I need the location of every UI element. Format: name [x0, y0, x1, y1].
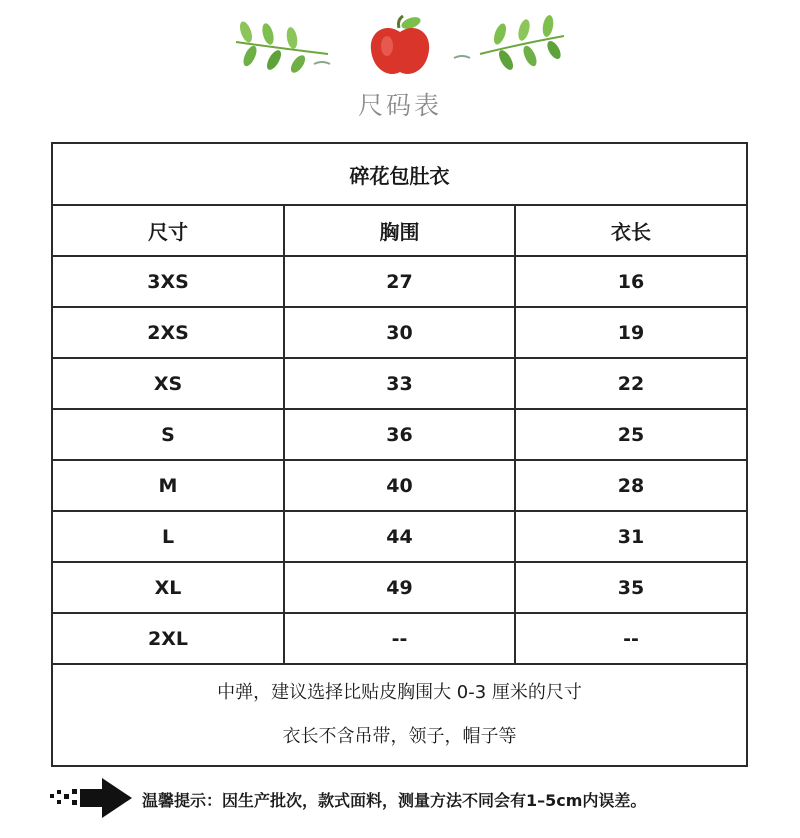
table-row — [52, 256, 747, 307]
table-row — [52, 460, 747, 511]
arrow-right-icon — [48, 776, 134, 820]
length-cell: 35 — [515, 562, 747, 613]
table-title: 碎花包肚衣 — [52, 143, 747, 205]
footer-tip — [0, 774, 800, 820]
length-cell: 16 — [515, 256, 747, 307]
length-cell: 19 — [515, 307, 747, 358]
size-cell: S — [52, 409, 284, 460]
table-notes — [52, 664, 747, 766]
column-header-length: 衣长 — [515, 205, 747, 256]
size-cell: 2XL — [52, 613, 284, 664]
table-row — [52, 358, 747, 409]
size-cell: XL — [52, 562, 284, 613]
chest-cell: -- — [284, 613, 515, 664]
table-header-row — [52, 205, 747, 256]
chest-cell: 33 — [284, 358, 515, 409]
table-title-row — [52, 143, 747, 205]
table-notes-row — [52, 664, 747, 766]
table-row — [52, 409, 747, 460]
chest-cell: 36 — [284, 409, 515, 460]
table-row — [52, 562, 747, 613]
tip-text: 温馨提示：因生产批次，款式面料，测量方法不同会有1–5cm内误差。 — [142, 791, 647, 810]
length-cell: 22 — [515, 358, 747, 409]
length-cell: -- — [515, 613, 747, 664]
size-cell: M — [52, 460, 284, 511]
leaf-branch-icon — [450, 14, 570, 74]
size-cell: XS — [52, 358, 284, 409]
column-header-chest: 胸围 — [284, 205, 515, 256]
length-cell: 31 — [515, 511, 747, 562]
note-elasticity: 中弹，建议选择比贴皮胸围大 0-3 厘米的尺寸 — [217, 682, 582, 703]
length-cell: 28 — [515, 460, 747, 511]
table-row — [52, 511, 747, 562]
size-cell: 2XS — [52, 307, 284, 358]
column-header-size: 尺寸 — [52, 205, 284, 256]
size-table — [51, 142, 748, 767]
chest-cell: 49 — [284, 562, 515, 613]
chest-cell: 40 — [284, 460, 515, 511]
table-row — [52, 307, 747, 358]
table-row — [52, 613, 747, 664]
leaf-branch-icon — [228, 14, 338, 74]
note-length: 衣长不含吊带，领子，帽子等 — [282, 726, 517, 747]
chest-cell: 44 — [284, 511, 515, 562]
size-cell: 3XS — [52, 256, 284, 307]
header — [0, 0, 800, 130]
chest-cell: 27 — [284, 256, 515, 307]
size-cell: L — [52, 511, 284, 562]
page-title: 尺码表 — [357, 91, 442, 120]
apple-icon — [365, 14, 435, 80]
chest-cell: 30 — [284, 307, 515, 358]
length-cell: 25 — [515, 409, 747, 460]
